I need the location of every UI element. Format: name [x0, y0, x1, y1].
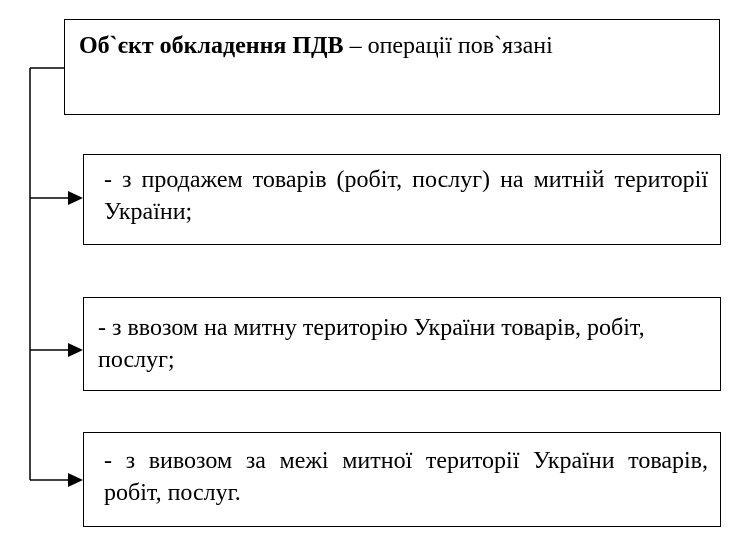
arrow-head-1	[68, 191, 83, 205]
operation-text-sale: - з продажем товарів (робіт, послуг) на митній території України;	[104, 167, 708, 225]
operation-text-export: - з вивозом за межі митної території України товарів, робіт, послуг.	[104, 448, 708, 506]
vat-object-title-rest: – операції пов`язані	[343, 33, 553, 59]
arrow-head-2	[68, 343, 83, 357]
operation-box-export	[83, 432, 721, 527]
operation-text-import: - з ввозом на митну територію України товарів, робіт, послуг;	[98, 315, 645, 373]
vat-object-title-box	[64, 19, 720, 115]
vat-object-title: Об`єкт обкладення ПДВ	[79, 33, 344, 59]
operation-box-sale	[83, 154, 721, 245]
arrow-head-3	[68, 473, 83, 487]
operation-box-import	[83, 297, 721, 391]
